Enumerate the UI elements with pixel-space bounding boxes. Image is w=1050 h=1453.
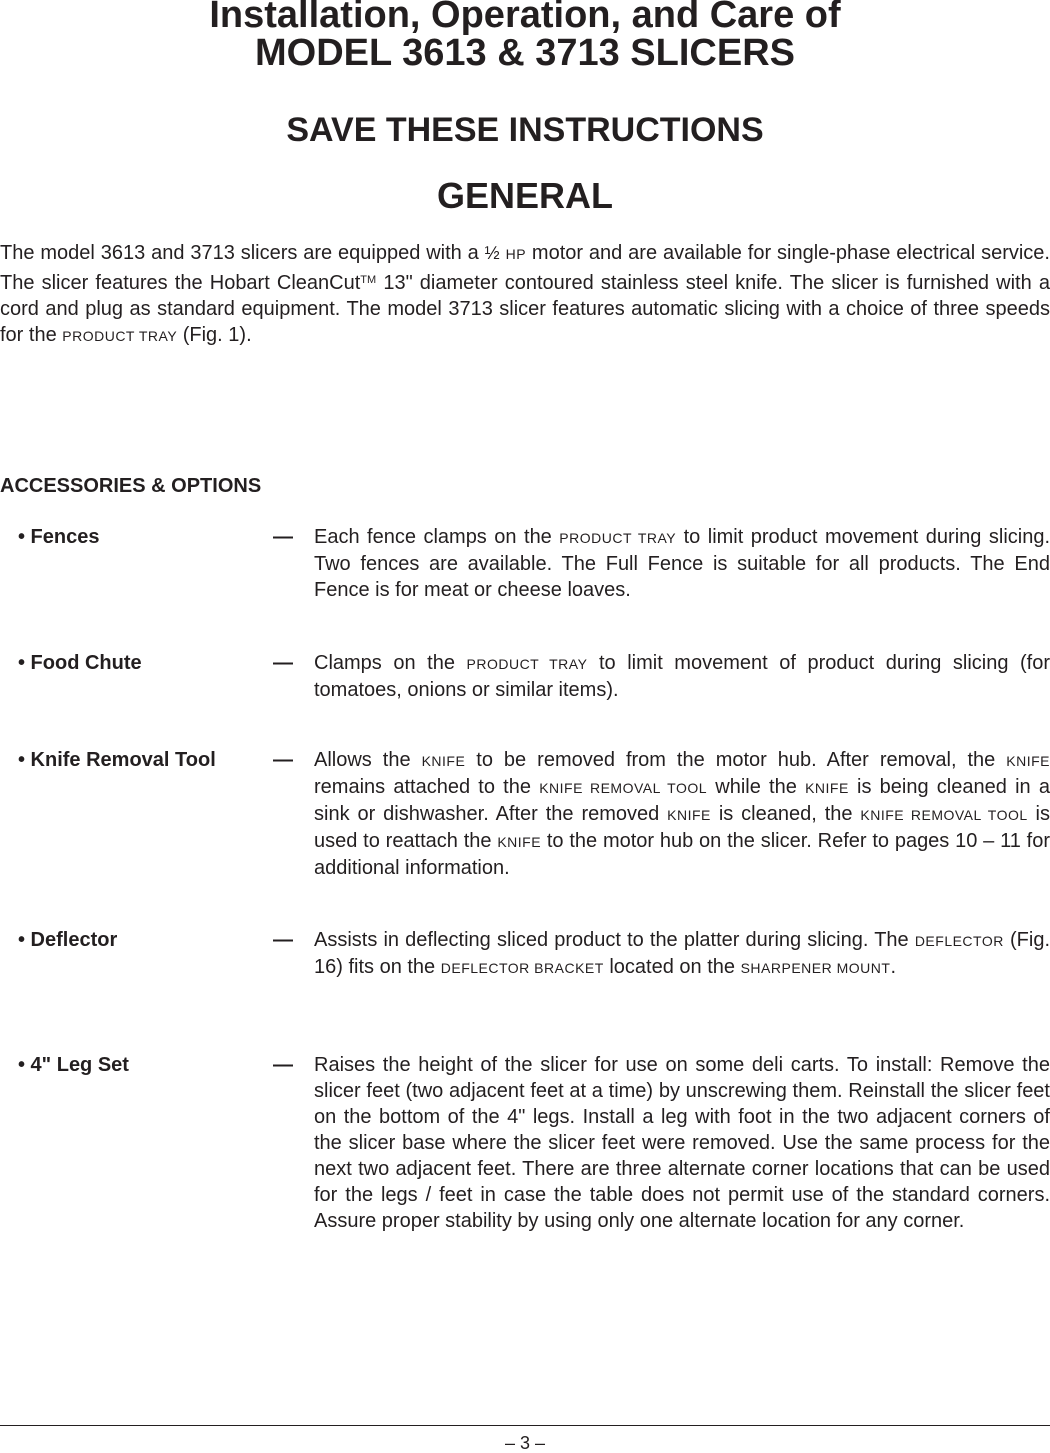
footer-rule — [0, 1425, 1050, 1426]
product-tray-term: PRODUCT TRAY — [62, 328, 178, 344]
em-dash: — — [273, 749, 293, 771]
accessory-name: • 4" Leg Set — [18, 1054, 129, 1076]
document-title — [0, 0, 1050, 72]
trademark-symbol: TM — [360, 274, 377, 286]
accessory-description: Raises the height of the slicer for use on some deli carts. To install: Remove the slicer feet (two adjacent feet at a time) by unscrewing them. Reinstall the slicer feet on the bottom of the 4" legs. Install a leg with foot in the two adjacent corners of the slicer base where the slicer feet were removed. Use the same process for the next two adjacent feet. There are three alternate corner locations that can be used for the legs / feet in case the table does not permit use of the standard corners. Assure proper stability by using only one alternate location for any corner. — [314, 1054, 1050, 1232]
page-number: – 3 – — [504, 1433, 546, 1453]
accessory-description: Clamps on the PRODUCT TRAY to limit movement of product during slicing (for tomatoes, onions or similar items). — [314, 652, 1050, 701]
save-instructions-heading: SAVE THESE INSTRUCTIONS — [286, 111, 764, 149]
accessory-name: • Fences — [18, 526, 100, 548]
accessory-description: Each fence clamps on the PRODUCT TRAY to limit product movement during slicing. Two fences are available. The Full Fence is suitable for all products. The End Fence is for meat or cheese loaves. — [314, 526, 1050, 601]
general-paragraph: The model 3613 and 3713 slicers are equipped with a ½ HP motor and are available for single-phase electrical service. The slicer features the Hobart CleanCut™ 13" diameter contoured stainless steel knife. The slicer is furnished with a cord and plug as standard equipment. The model 3713 slicer features automatic slicing with a choice of three speeds for the PRODUCT TRAY (Fig. 1). — [0, 242, 1050, 346]
accessory-name: • Knife Removal Tool — [18, 749, 216, 771]
general-heading: GENERAL — [436, 175, 613, 216]
em-dash: — — [273, 652, 293, 674]
half-fraction: ½ — [484, 243, 500, 263]
hp-unit: HP — [505, 246, 527, 262]
accessories-heading: ACCESSORIES & OPTIONS — [0, 475, 262, 497]
title-line-2: MODEL 3613 & 3713 SLICERS — [255, 32, 795, 74]
em-dash: — — [273, 929, 293, 951]
accessory-name: • Deflector — [18, 929, 118, 951]
em-dash: — — [273, 526, 293, 548]
title-line-1: Installation, Operation, and Care of — [209, 0, 841, 36]
em-dash: — — [273, 1054, 293, 1076]
accessory-name: • Food Chute — [18, 652, 142, 674]
accessory-description: Allows the KNIFE to be removed from the motor hub. After removal, the KNIFE remains attached to the KNIFE REMOVAL TOOL while the KNIFE is being cleaned in a sink or dishwasher. After the removed KNIFE is cleaned, the KNIFE REMOVAL TOOL is used to reattach the KNIFE to the motor hub on the slicer. Refer to pages 10 – 11 for additional information. — [314, 749, 1050, 879]
accessory-description: Assists in deflecting sliced product to the platter during slicing. The DEFLECTOR (Fig. 16) fits on the DEFLECTOR BRACKET located on the SHARPENER MOUNT. — [314, 929, 1050, 978]
